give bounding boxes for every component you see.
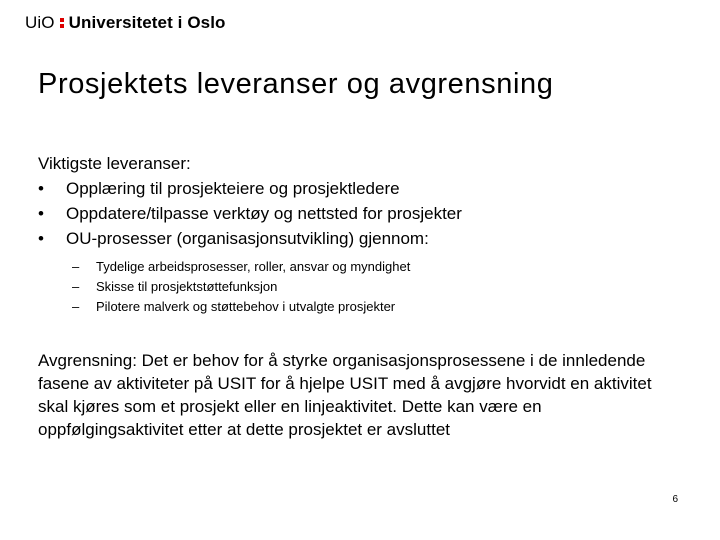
sub-list-item-text: Tydelige arbeidsprosesser, roller, ansvar og myndighet <box>96 259 411 274</box>
limitation-paragraph: Avgrensning: Det er behov for å styrke organisasjonsprosessene i de innledende fasene av aktiviteter på USIT for å hjelpe USIT med å avgjøre hvorvidt en aktivitet skal kjøres som et prosjekt eller en linjeaktivitet. Dette kan være en oppfølgingsaktivitet etter at dette prosjektet er avsluttet <box>38 351 652 439</box>
sub-list-item-text: Skisse til prosjektstøttefunksjon <box>96 279 278 294</box>
sub-list-item <box>38 257 698 277</box>
sub-list-item <box>38 277 698 297</box>
ou-process-sublist <box>38 257 698 317</box>
logo-university-name: Universitetet i Oslo <box>68 13 226 32</box>
list-item <box>38 201 698 226</box>
list-item <box>38 226 698 251</box>
uio-logo <box>25 12 226 34</box>
sub-list-item-text: Pilotere malverk og støttebehov i utvalgte prosjekter <box>96 299 396 314</box>
list-item-text: Oppdatere/tilpasse verktøy og nettsted for prosjekter <box>66 204 462 223</box>
page-number: 6 <box>672 494 678 505</box>
deliverables-section <box>38 151 698 317</box>
dash-marker: – <box>72 299 80 314</box>
bullet-marker: • <box>38 179 44 198</box>
bullet-marker: • <box>38 204 44 223</box>
logo-short-name: UiO <box>25 13 55 32</box>
deliverables-heading: Viktigste leveranser: <box>38 154 191 173</box>
list-item-text: Opplæring til prosjekteiere og prosjektledere <box>66 179 400 198</box>
bullet-marker: • <box>38 229 44 248</box>
list-item-text: OU-prosesser (organisasjonsutvikling) gjennom: <box>66 229 429 248</box>
sub-list-item <box>38 297 698 317</box>
slide-title: Prosjektets leveranser og avgrensning <box>38 68 554 100</box>
dash-marker: – <box>72 259 80 274</box>
logo-dots-icon <box>60 16 64 30</box>
list-item <box>38 176 698 201</box>
dash-marker: – <box>72 279 80 294</box>
deliverables-list <box>38 176 698 251</box>
